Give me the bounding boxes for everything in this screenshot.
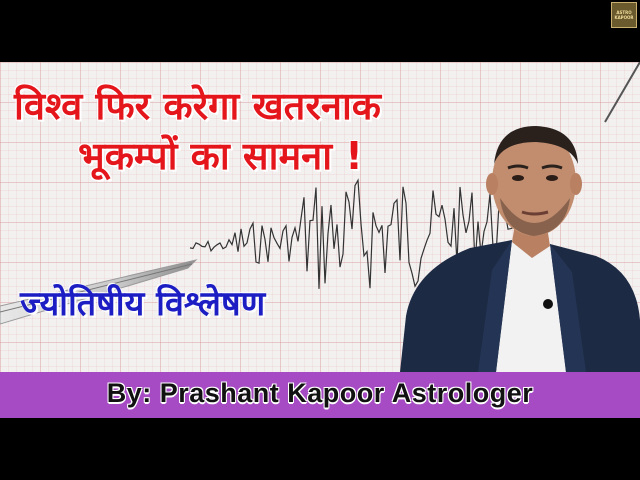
channel-logo (611, 2, 637, 28)
presenter-portrait (400, 120, 640, 372)
byline-text: By: Prashant Kapoor Astrologer (106, 378, 534, 408)
headline-line-1: विश्व फिर करेगा खतरनाक (14, 84, 381, 128)
logo-text-line1: ASTRO (616, 10, 632, 15)
subheadline: ज्योतिषीय विश्लेषण (20, 284, 266, 324)
letterbox-top (0, 0, 640, 62)
lapel-mic (543, 299, 553, 309)
frame-edge-line (605, 62, 640, 122)
headline-line-2: भूकम्पों का सामना ! (78, 134, 363, 178)
logo-text-line2: KAPOOR (614, 15, 634, 20)
thumbnail-frame (0, 62, 640, 418)
letterbox-bottom (0, 418, 640, 480)
